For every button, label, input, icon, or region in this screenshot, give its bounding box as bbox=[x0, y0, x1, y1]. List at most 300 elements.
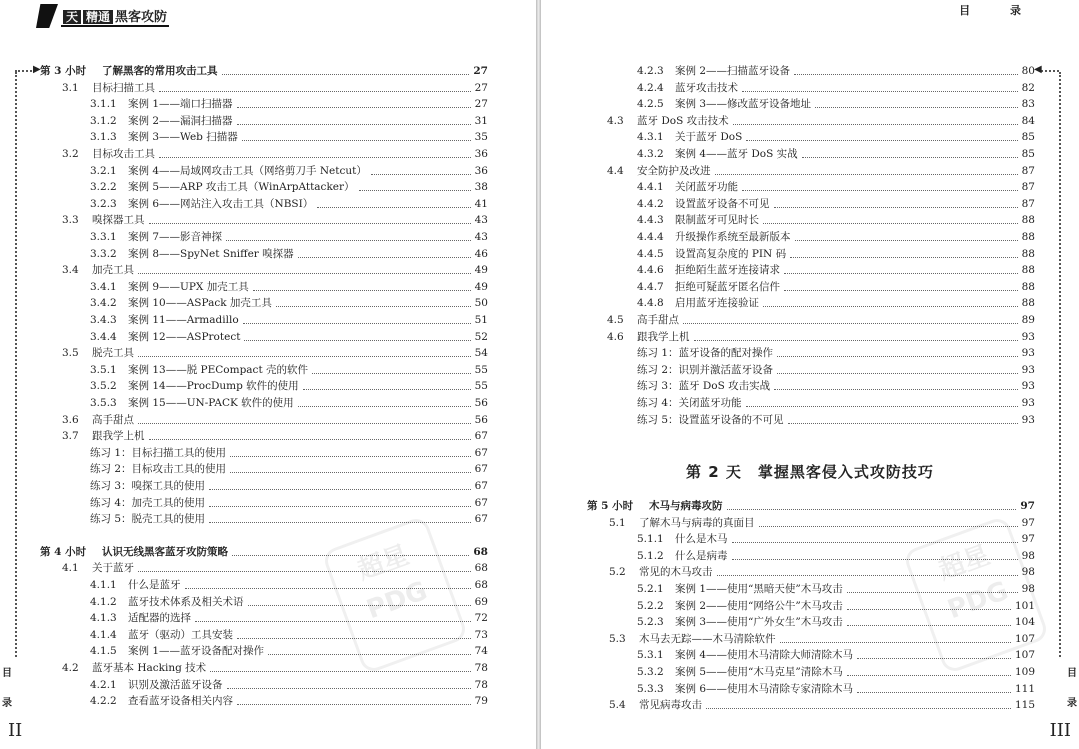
dotted-rule-vertical bbox=[1059, 72, 1061, 657]
toc-entry-number: 3.4 bbox=[62, 264, 79, 277]
toc-entry[interactable] bbox=[607, 80, 1035, 96]
toc-entry[interactable] bbox=[607, 229, 1035, 245]
toc-entry-title: 关闭蓝牙功能 bbox=[675, 181, 738, 194]
toc-entry-title: 认识无线黑客蓝牙攻防策略 bbox=[102, 545, 228, 558]
toc-entry-title: 案例 14——ProcDump 软件的使用 bbox=[128, 380, 299, 393]
left-page bbox=[0, 0, 538, 749]
toc-entry-number: 3.6 bbox=[62, 413, 79, 426]
toc-entry-page: 88 bbox=[1021, 247, 1035, 260]
toc-entry-title: 案例 4——蓝牙 DoS 实战 bbox=[675, 148, 798, 160]
toc-entry-title: 案例 2——漏洞扫描器 bbox=[128, 114, 233, 127]
toc-entry-page: 51 bbox=[474, 314, 488, 326]
dot-leader bbox=[227, 677, 471, 689]
toc-entry-number: 第 3 小时 bbox=[40, 65, 87, 77]
toc-entry-title: 设置蓝牙设备不可见 bbox=[675, 197, 770, 210]
toc-entry[interactable] bbox=[40, 179, 488, 195]
toc-entry-title: 案例 1——蓝牙设备配对操作 bbox=[128, 645, 265, 658]
dot-leader bbox=[149, 428, 471, 440]
toc-entry[interactable] bbox=[607, 412, 1035, 428]
toc-entry-page: 104 bbox=[1014, 616, 1035, 629]
toc-entry-title: 蓝牙攻击技术 bbox=[675, 81, 738, 94]
dot-leader bbox=[138, 345, 471, 357]
toc-entry-number: 4.2.4 bbox=[637, 81, 664, 94]
toc-entry-page: 97 bbox=[1021, 533, 1035, 546]
toc-entry-title: 关于蓝牙 DoS bbox=[675, 131, 743, 144]
dot-leader bbox=[815, 96, 1018, 108]
toc-entry-page: 67 bbox=[474, 430, 488, 443]
dot-leader bbox=[774, 196, 1018, 208]
toc-entry[interactable] bbox=[607, 146, 1035, 162]
dot-leader bbox=[242, 129, 471, 141]
toc-entry-page: 98 bbox=[1021, 583, 1035, 595]
toc-entry-title: 高手甜点 bbox=[92, 413, 134, 426]
toc-entry-number: 3.4.2 bbox=[90, 297, 117, 310]
arrow-right-icon: ▶ bbox=[33, 64, 41, 75]
toc-entry-number: 4.3.1 bbox=[637, 131, 664, 144]
toc-entry-number: 3.7 bbox=[62, 430, 79, 443]
arrow-left-icon: ◀ bbox=[1034, 64, 1042, 75]
day-title: 第 2 天 掌握黑客侵入式攻防技巧 bbox=[686, 463, 934, 481]
toc-entry[interactable] bbox=[607, 179, 1035, 195]
dot-leader bbox=[784, 262, 1018, 274]
toc-entry-number: 5.2 bbox=[609, 566, 626, 579]
toc-entry-title: 练习 5：设置蓝牙设备的不可见 bbox=[637, 413, 784, 426]
toc-entry-number: 4.2.2 bbox=[90, 695, 117, 708]
toc-entry-page: 87 bbox=[1021, 197, 1035, 210]
toc-entry[interactable] bbox=[607, 345, 1035, 361]
toc-entry-number: 4.5 bbox=[607, 314, 624, 326]
toc-entry-number: 第 5 小时 bbox=[587, 500, 634, 512]
toc-entry-title: 案例 3——使用“广外女生”木马攻击 bbox=[675, 616, 843, 629]
toc-entry[interactable] bbox=[40, 279, 488, 295]
toc-entry-title: 嗅探器工具 bbox=[92, 214, 145, 227]
toc-entry-number: 4.4.3 bbox=[637, 214, 664, 227]
toc-entry[interactable] bbox=[587, 697, 1035, 713]
seven-logo-icon bbox=[36, 4, 58, 28]
toc-entry[interactable] bbox=[40, 196, 488, 212]
toc-entry-page: 93 bbox=[1021, 347, 1035, 360]
dot-leader bbox=[774, 378, 1017, 390]
toc-entry-number: 5.4 bbox=[609, 699, 626, 712]
toc-entry-page: 93 bbox=[1021, 413, 1035, 426]
toc-entry-page: 56 bbox=[474, 397, 488, 409]
toc-entry[interactable] bbox=[40, 478, 488, 494]
dot-leader bbox=[742, 179, 1018, 191]
toc-entry-page: 43 bbox=[474, 214, 488, 227]
toc-entry-page: 85 bbox=[1021, 131, 1035, 144]
toc-entry-number: 3.3.1 bbox=[90, 231, 117, 243]
toc-entry-title: 了解黑客的常用攻击工具 bbox=[102, 65, 218, 77]
toc-entry[interactable] bbox=[40, 246, 488, 262]
toc-entry[interactable] bbox=[40, 63, 488, 79]
toc-entry-number: 4.1 bbox=[62, 562, 79, 575]
dot-leader bbox=[857, 681, 1011, 693]
toc-entry-page: 74 bbox=[474, 645, 488, 658]
toc-entry-number: 4.4.4 bbox=[637, 231, 664, 243]
toc-entry[interactable] bbox=[40, 329, 488, 345]
toc-entry-title: 启用蓝牙连接验证 bbox=[675, 297, 759, 310]
toc-entry[interactable] bbox=[40, 495, 488, 511]
toc-entry-page: 80 bbox=[1021, 65, 1035, 77]
toc-entry-title: 拒绝陌生蓝牙连接请求 bbox=[675, 264, 780, 277]
toc-entry-number: 5.1.1 bbox=[637, 533, 664, 546]
toc-entry-number: 4.1.1 bbox=[90, 579, 117, 591]
dot-leader bbox=[371, 163, 471, 175]
toc-entry-title: 练习 4：关闭蓝牙功能 bbox=[637, 397, 742, 409]
toc-entry-page: 78 bbox=[474, 678, 488, 691]
series-title: 天 精通 黑客攻防 bbox=[61, 6, 169, 27]
toc-entry[interactable] bbox=[607, 113, 1035, 129]
dot-leader bbox=[237, 113, 471, 125]
dot-leader bbox=[727, 498, 1017, 510]
dot-leader bbox=[237, 96, 471, 108]
dot-leader bbox=[763, 212, 1018, 224]
toc-entry-page: 68 bbox=[474, 562, 488, 575]
toc-entry-page: 35 bbox=[474, 131, 488, 144]
toc-entry[interactable] bbox=[40, 445, 488, 461]
dot-leader bbox=[243, 312, 471, 324]
toc-entry-title: 案例 1——使用“黑暗天使”木马攻击 bbox=[675, 583, 843, 595]
toc-entry-page: 78 bbox=[474, 662, 488, 674]
toc-entry-number: 3.1 bbox=[62, 81, 79, 94]
toc-entry-number: 3.5.1 bbox=[90, 363, 117, 376]
toc-entry[interactable] bbox=[587, 681, 1035, 697]
toc-entry-title: 案例 3——Web 扫描器 bbox=[128, 131, 238, 144]
dot-leader bbox=[159, 80, 471, 92]
toc-entry[interactable] bbox=[40, 163, 488, 179]
toc-entry[interactable] bbox=[607, 246, 1035, 262]
side-tab-lu: 录 bbox=[2, 698, 12, 709]
dot-leader bbox=[790, 246, 1018, 258]
dot-leader bbox=[742, 80, 1018, 92]
toc-entry[interactable] bbox=[40, 80, 488, 96]
toc-entry-title: 加壳工具 bbox=[92, 264, 134, 277]
dot-leader bbox=[244, 329, 470, 341]
dotted-rule-horizontal bbox=[1041, 70, 1059, 72]
toc-entry[interactable] bbox=[40, 262, 488, 278]
toc-entry-number: 4.2.1 bbox=[90, 678, 117, 691]
dot-leader bbox=[777, 362, 1018, 374]
toc-entry-page: 93 bbox=[1021, 363, 1035, 376]
dot-leader bbox=[138, 412, 471, 424]
toc-entry-page: 27 bbox=[474, 98, 488, 111]
dot-leader bbox=[802, 146, 1018, 158]
toc-entry-title: 案例 4——局域网攻击工具（网络剪刀手 Netcut） bbox=[128, 164, 367, 177]
toc-entry[interactable] bbox=[607, 329, 1035, 345]
toc-entry-number: 3.4.1 bbox=[90, 280, 117, 293]
toc-entry-page: 93 bbox=[1021, 380, 1035, 393]
toc-entry-page: 67 bbox=[474, 513, 488, 526]
dot-leader bbox=[159, 146, 471, 158]
right-page bbox=[541, 0, 1079, 749]
toc-entry-page: 43 bbox=[474, 231, 488, 243]
toc-entry-title: 案例 11——Armadillo bbox=[128, 314, 239, 326]
toc-entry-title: 跟我学上机 bbox=[637, 330, 690, 343]
toc-entry-title: 练习 3：蓝牙 DoS 攻击实战 bbox=[637, 380, 771, 393]
toc-entry-number: 3.4.3 bbox=[90, 314, 117, 326]
toc-entry-number: 4.4 bbox=[607, 164, 624, 177]
toc-entry-page: 55 bbox=[474, 363, 488, 376]
toc-entry[interactable] bbox=[40, 312, 488, 328]
toc-entry-page: 89 bbox=[1021, 314, 1035, 326]
toc-entry[interactable] bbox=[607, 378, 1035, 394]
dot-leader bbox=[209, 511, 471, 523]
toc-entry-title: 案例 1——端口扫描器 bbox=[128, 98, 233, 111]
dot-leader bbox=[733, 113, 1018, 125]
dot-leader bbox=[795, 229, 1018, 241]
dot-leader bbox=[359, 179, 471, 191]
watermark-stamp: 超星 PDG bbox=[902, 515, 1050, 675]
toc-entry-page: 49 bbox=[474, 280, 488, 293]
toc-entry-title: 安全防护及改进 bbox=[637, 164, 711, 177]
series-logo bbox=[36, 4, 169, 28]
toc-entry-title: 了解木马与病毒的真面目 bbox=[639, 516, 755, 529]
toc-entry-title: 案例 8——SpyNet Sniffer 嗅探器 bbox=[128, 247, 294, 260]
toc-entry-number: 5.1.2 bbox=[637, 549, 664, 562]
toc-entry-title: 案例 12——ASProtect bbox=[128, 330, 241, 343]
toc-entry[interactable] bbox=[40, 412, 488, 428]
toc-entry-page: 67 bbox=[474, 446, 488, 459]
toc-entry-title: 蓝牙（驱动）工具安装 bbox=[128, 628, 233, 641]
toc-entry-title: 什么是蓝牙 bbox=[128, 579, 181, 591]
toc-entry-title: 目标扫描工具 bbox=[92, 81, 155, 94]
toc-entry-number: 4.4.7 bbox=[637, 280, 664, 293]
toc-entry-number: 5.3.3 bbox=[637, 682, 664, 695]
dot-leader bbox=[253, 279, 471, 291]
toc-entry-title: 练习 5：脱壳工具的使用 bbox=[90, 513, 206, 526]
toc-entry[interactable] bbox=[607, 212, 1035, 228]
toc-entry[interactable] bbox=[40, 212, 488, 228]
toc-entry[interactable] bbox=[40, 428, 488, 444]
toc-entry-number: 3.1.3 bbox=[90, 131, 117, 144]
dot-leader bbox=[149, 212, 471, 224]
toc-entry-page: 111 bbox=[1014, 682, 1035, 695]
toc-entry-page: 85 bbox=[1021, 148, 1035, 160]
toc-entry-page: 87 bbox=[1021, 164, 1035, 177]
dotted-rule-horizontal bbox=[15, 70, 35, 72]
toc-entry-title: 案例 6——使用木马清除专家清除木马 bbox=[675, 682, 854, 695]
dot-leader bbox=[746, 129, 1017, 141]
toc-entry-page: 88 bbox=[1021, 297, 1035, 310]
toc-entry-page: 36 bbox=[474, 148, 488, 160]
toc-entry-page: 79 bbox=[474, 695, 488, 708]
dot-leader bbox=[763, 295, 1018, 307]
toc-entry-number: 4.1.3 bbox=[90, 612, 117, 625]
toc-entry-number: 4.4.8 bbox=[637, 297, 664, 310]
toc-entry[interactable] bbox=[607, 279, 1035, 295]
toc-entry-title: 练习 2：识别并激活蓝牙设备 bbox=[637, 363, 774, 376]
dot-leader bbox=[746, 395, 1018, 407]
toc-entry-number: 3.2.3 bbox=[90, 197, 117, 210]
dot-leader bbox=[784, 279, 1018, 291]
toc-entry-title: 高手甜点 bbox=[637, 314, 679, 326]
toc-entry-page: 72 bbox=[474, 612, 488, 625]
toc-entry-page: 27 bbox=[473, 65, 488, 77]
dotted-rule-vertical bbox=[15, 72, 17, 657]
toc-entry[interactable] bbox=[587, 498, 1035, 514]
dot-leader bbox=[303, 378, 471, 390]
toc-entry[interactable] bbox=[607, 262, 1035, 278]
toc-entry-page: 93 bbox=[1021, 330, 1035, 343]
toc-entry[interactable] bbox=[40, 295, 488, 311]
toc-entry[interactable] bbox=[40, 395, 488, 411]
toc-entry-number: 4.1.4 bbox=[90, 628, 117, 641]
toc-entry-page: 87 bbox=[1021, 181, 1035, 194]
toc-entry-title: 适配器的选择 bbox=[128, 612, 191, 625]
toc-entry-title: 案例 5——使用“木马克星”清除木马 bbox=[675, 666, 843, 678]
toc-entry-number: 3.5.2 bbox=[90, 380, 117, 393]
toc-entry-title: 案例 13——脱 PECompact 壳的软件 bbox=[128, 363, 308, 376]
dot-leader bbox=[715, 163, 1018, 175]
toc-entry-page: 38 bbox=[474, 181, 488, 194]
toc-entry-title: 关于蓝牙 bbox=[92, 562, 134, 575]
toc-entry-page: 27 bbox=[474, 81, 488, 94]
toc-entry[interactable] bbox=[40, 660, 488, 676]
toc-entry-title: 什么是木马 bbox=[675, 533, 728, 546]
toc-entry-number: 5.3.2 bbox=[637, 666, 664, 678]
dot-leader bbox=[298, 246, 471, 258]
toc-entry[interactable] bbox=[40, 693, 488, 709]
toc-entry-page: 88 bbox=[1021, 280, 1035, 293]
toc-entry-title: 识别及激活蓝牙设备 bbox=[128, 678, 223, 691]
toc-entry-page: 31 bbox=[474, 114, 488, 127]
dot-leader bbox=[298, 395, 471, 407]
toc-entry-number: 3.2.2 bbox=[90, 181, 117, 194]
toc-entry[interactable] bbox=[40, 677, 488, 693]
toc-entry-page: 83 bbox=[1021, 98, 1035, 111]
toc-entry[interactable] bbox=[40, 362, 488, 378]
toc-entry[interactable] bbox=[607, 196, 1035, 212]
dot-leader bbox=[794, 63, 1018, 75]
toc-entry-page: 67 bbox=[474, 496, 488, 509]
toc-entry-title: 案例 2——扫描蓝牙设备 bbox=[675, 65, 791, 77]
dot-leader bbox=[683, 312, 1018, 324]
toc-entry-number: 5.2.1 bbox=[637, 583, 664, 595]
toc-entry-page: 56 bbox=[474, 413, 488, 426]
toc-entry-number: 5.3 bbox=[609, 632, 626, 645]
toc-entry-title: 木马去无踪——木马清除软件 bbox=[639, 632, 776, 645]
toc-entry[interactable] bbox=[40, 229, 488, 245]
toc-entry[interactable] bbox=[40, 113, 488, 129]
toc-entry-number: 第 4 小时 bbox=[40, 545, 87, 558]
toc-entry-number: 4.4.2 bbox=[637, 197, 664, 210]
toc-entry[interactable] bbox=[40, 378, 488, 394]
dot-leader bbox=[210, 660, 470, 672]
toc-entry-page: 107 bbox=[1014, 632, 1035, 645]
toc-entry-title: 升级操作系统至最新版本 bbox=[675, 231, 791, 243]
toc-entry-page: 41 bbox=[474, 197, 488, 210]
toc-entry-number: 3.5 bbox=[62, 347, 79, 360]
toc-entry-title: 设置高复杂度的 PIN 码 bbox=[675, 247, 787, 260]
toc-entry-page: 88 bbox=[1021, 264, 1035, 277]
toc-entry-number: 4.2 bbox=[62, 662, 79, 674]
toc-entry-number: 3.1.2 bbox=[90, 114, 117, 127]
toc-entry-title: 跟我学上机 bbox=[92, 430, 145, 443]
dot-leader bbox=[138, 262, 471, 274]
toc-entry-number: 5.3.1 bbox=[637, 649, 664, 662]
side-tab-mu: 目 bbox=[2, 668, 12, 679]
toc-entry-title: 限制蓝牙可见时长 bbox=[675, 214, 759, 227]
toc-entry-title: 木马与病毒攻防 bbox=[649, 500, 723, 512]
toc-entry-page: 115 bbox=[1014, 699, 1035, 712]
toc-entry-page: 67 bbox=[474, 463, 488, 476]
toc-entry-number: 5.2.3 bbox=[637, 616, 664, 629]
toc-entry-page: 69 bbox=[474, 595, 488, 608]
toc-entry[interactable] bbox=[607, 129, 1035, 145]
toc-entry-number: 5.2.2 bbox=[637, 599, 664, 612]
dot-leader bbox=[237, 693, 471, 705]
dot-leader bbox=[312, 362, 471, 374]
toc-entry-title: 案例 3——修改蓝牙设备地址 bbox=[675, 98, 812, 111]
toc-entry-page: 67 bbox=[474, 480, 488, 492]
toc-entry-title: 案例 6——网站注入攻击工具（NBSI） bbox=[128, 197, 314, 210]
toc-entry-page: 46 bbox=[474, 247, 488, 260]
toc-entry-title: 什么是病毒 bbox=[675, 549, 728, 562]
toc-entry-title: 蓝牙技术体系及相关术语 bbox=[128, 595, 244, 608]
toc-entry-page: 97 bbox=[1021, 516, 1035, 529]
toc-entry-number: 4.1.2 bbox=[90, 595, 117, 608]
toc-entry-title: 脱壳工具 bbox=[92, 347, 134, 360]
toc-entry[interactable] bbox=[607, 163, 1035, 179]
toc-entry-title: 案例 5——ARP 攻击工具（WinArpAttacker） bbox=[128, 181, 355, 194]
toc-entry-page: 101 bbox=[1014, 599, 1035, 612]
toc-entry-number: 4.4.5 bbox=[637, 247, 664, 260]
side-tab-lu: 录 bbox=[1067, 698, 1077, 709]
dot-leader bbox=[788, 412, 1018, 424]
toc-entry[interactable] bbox=[40, 461, 488, 477]
toc-entry-page: 68 bbox=[473, 545, 488, 558]
toc-entry[interactable] bbox=[607, 312, 1035, 328]
toc-entry-title: 练习 2：目标攻击工具的使用 bbox=[90, 463, 227, 476]
toc-entry-title: 案例 10——ASPack 加壳工具 bbox=[128, 297, 272, 310]
toc-entry-page: 98 bbox=[1021, 566, 1035, 579]
toc-entry-number: 5.1 bbox=[609, 516, 626, 529]
toc-entry-title: 练习 4：加壳工具的使用 bbox=[90, 496, 206, 509]
toc-entry[interactable] bbox=[40, 96, 488, 112]
dot-leader bbox=[847, 664, 1011, 676]
toc-entry[interactable] bbox=[40, 129, 488, 145]
toc-entry[interactable] bbox=[607, 63, 1035, 79]
toc-entry[interactable] bbox=[607, 362, 1035, 378]
toc-entry-number: 4.2.5 bbox=[637, 98, 664, 111]
toc-entry-title: 案例 7——影音神探 bbox=[128, 231, 223, 243]
toc-entry[interactable] bbox=[40, 146, 488, 162]
toc-entry-number: 3.4.4 bbox=[90, 330, 117, 343]
page-number: III bbox=[1049, 720, 1071, 741]
toc-entry-number: 3.1.1 bbox=[90, 98, 117, 111]
toc-entry-number: 3.3.2 bbox=[90, 247, 117, 260]
toc-entry[interactable] bbox=[40, 345, 488, 361]
toc-entry[interactable] bbox=[607, 295, 1035, 311]
toc-entry-title: 练习 1：目标扫描工具的使用 bbox=[90, 446, 227, 459]
toc-entry-page: 88 bbox=[1021, 231, 1035, 243]
toc-entry-page: 82 bbox=[1021, 81, 1035, 94]
toc-entry[interactable] bbox=[607, 395, 1035, 411]
dot-leader bbox=[226, 229, 471, 241]
toc-entry-title: 案例 15——UN-PACK 软件的使用 bbox=[128, 397, 294, 409]
toc-entry-page: 88 bbox=[1021, 214, 1035, 227]
toc-entry-page: 52 bbox=[474, 330, 488, 343]
toc-entry-title: 目标攻击工具 bbox=[92, 148, 155, 160]
toc-entry-title: 拒绝可疑蓝牙匿名信件 bbox=[675, 280, 780, 293]
toc-entry-number: 4.4.1 bbox=[637, 181, 664, 194]
toc-entry-title: 练习 1：蓝牙设备的配对操作 bbox=[637, 347, 774, 360]
toc-entry-title: 蓝牙 DoS 攻击技术 bbox=[637, 114, 729, 127]
toc-entry-page: 54 bbox=[474, 347, 488, 360]
toc-entry-title: 案例 4——使用木马清除大师清除木马 bbox=[675, 649, 854, 662]
toc-entry[interactable] bbox=[607, 96, 1035, 112]
dot-leader bbox=[230, 445, 471, 457]
